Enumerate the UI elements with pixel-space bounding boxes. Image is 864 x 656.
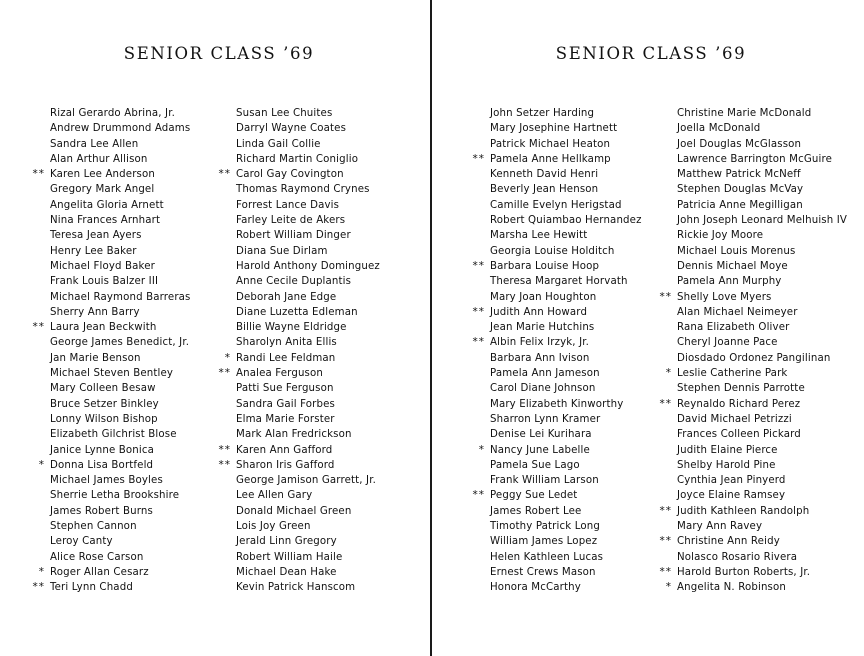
list-item	[490, 106, 642, 121]
list-item	[50, 213, 191, 228]
list-item	[490, 550, 642, 565]
student-name: Carol Diane Johnson	[490, 383, 596, 395]
list-item	[236, 550, 380, 565]
student-name: Frances Colleen Pickard	[677, 429, 801, 441]
list-item	[236, 320, 380, 335]
list-item	[490, 427, 642, 442]
list-item	[236, 305, 380, 320]
student-name: Sandra Lee Allen	[50, 138, 139, 150]
student-name: Mark Alan Fredrickson	[236, 429, 352, 441]
student-name: Donna Lisa Bortfeld	[50, 459, 154, 471]
list-item	[50, 351, 191, 366]
list-item	[218, 443, 380, 458]
honor-mark: **	[218, 168, 231, 181]
student-name: Henry Lee Baker	[50, 245, 137, 257]
list-item	[236, 228, 380, 243]
list-item	[50, 198, 191, 213]
student-name: Mary Joan Houghton	[490, 291, 597, 303]
list-item	[490, 182, 642, 197]
list-item	[677, 519, 847, 534]
honor-mark: **	[32, 581, 45, 594]
honor-mark: *	[665, 367, 672, 380]
list-item	[50, 473, 191, 488]
student-name: Joyce Elaine Ramsey	[677, 490, 786, 502]
student-name: Robert Quiambao Hernandez	[490, 215, 642, 227]
list-item	[490, 565, 642, 580]
student-name: Andrew Drummond Adams	[50, 123, 191, 135]
list-item	[50, 228, 191, 243]
student-name: Rickie Joy Moore	[677, 230, 764, 242]
student-name: Lonny Wilson Bishop	[50, 413, 158, 425]
list-item	[236, 106, 380, 121]
student-name: Karen Lee Anderson	[50, 169, 155, 181]
list-item	[236, 381, 380, 396]
student-name: Georgia Louise Holditch	[490, 245, 615, 257]
list-item	[472, 152, 642, 167]
student-name: Elizabeth Gilchrist Blose	[50, 429, 177, 441]
list-item	[50, 121, 191, 136]
list-item	[677, 244, 847, 259]
student-name: Jan Marie Benson	[50, 352, 141, 364]
student-name: Laura Jean Beckwith	[50, 322, 157, 334]
list-item	[478, 443, 642, 458]
student-name: Sherry Ann Barry	[50, 306, 140, 318]
honor-mark: **	[472, 305, 485, 318]
list-item	[490, 351, 642, 366]
student-name: Judith Kathleen Randolph	[677, 505, 810, 517]
list-item	[490, 580, 642, 595]
name-column	[472, 106, 642, 596]
list-item	[32, 320, 191, 335]
student-name: Leslie Catherine Park	[677, 368, 788, 380]
student-name: Marsha Lee Hewitt	[490, 230, 588, 242]
student-name: Sharron Lynn Kramer	[490, 413, 601, 425]
student-name: Deborah Jane Edge	[236, 291, 337, 303]
honor-mark: *	[478, 443, 485, 456]
list-item	[490, 473, 642, 488]
page-title: SENIOR CLASS ’69	[555, 44, 747, 63]
student-name: Cynthia Jean Pinyerd	[677, 475, 786, 487]
list-item	[677, 443, 847, 458]
student-name: Lois Joy Green	[236, 521, 311, 533]
list-item	[50, 290, 191, 305]
student-name: Peggy Sue Ledet	[490, 490, 578, 502]
list-item	[490, 519, 642, 534]
student-name: Leroy Canty	[50, 536, 113, 548]
student-name: Barbara Louise Hoop	[490, 260, 600, 272]
list-item	[50, 259, 191, 274]
student-name: Matthew Patrick McNeff	[677, 169, 801, 181]
list-item	[677, 320, 847, 335]
list-item	[236, 152, 380, 167]
student-name: Judith Ann Howard	[490, 306, 588, 318]
student-name: Alan Arthur Allison	[50, 153, 148, 165]
name-column	[218, 106, 380, 596]
student-name: John Setzer Harding	[490, 108, 595, 119]
student-name: Mary Elizabeth Kinworthy	[490, 398, 624, 410]
list-item	[490, 228, 642, 243]
honor-mark: *	[38, 565, 45, 578]
student-name: Teri Lynn Chadd	[50, 582, 133, 594]
list-item	[236, 427, 380, 442]
honor-mark: **	[218, 367, 231, 380]
honor-mark: **	[32, 168, 45, 181]
student-name: Carol Gay Covington	[236, 169, 344, 181]
list-item	[665, 580, 847, 595]
list-item	[677, 305, 847, 320]
list-item	[236, 137, 380, 152]
student-name: Denise Lei Kurihara	[490, 429, 592, 441]
honor-mark: **	[659, 397, 672, 410]
student-name: Bruce Setzer Binkley	[50, 398, 159, 410]
student-name: Teresa Jean Ayers	[50, 230, 142, 242]
student-name: Analea Ferguson	[236, 368, 323, 380]
honor-mark: **	[218, 443, 231, 456]
list-item	[236, 504, 380, 519]
list-item	[218, 366, 380, 381]
student-name: Michael Steven Bentley	[50, 368, 174, 380]
student-name: Alan Michael Neimeyer	[677, 306, 798, 318]
student-name: Nina Frances Arnhart	[50, 215, 161, 227]
student-name: Robert William Haile	[236, 551, 343, 563]
student-name: Nolasco Rosario Rivera	[677, 551, 798, 563]
student-name: Kevin Patrick Hanscom	[236, 582, 356, 594]
list-item	[236, 198, 380, 213]
student-name: Angelita Gloria Arnett	[50, 199, 164, 211]
list-item	[50, 443, 191, 458]
student-name: James Robert Lee	[490, 505, 582, 517]
list-item	[236, 488, 380, 503]
list-item	[236, 580, 380, 595]
list-item	[677, 106, 847, 121]
student-name: Shelby Harold Pine	[677, 459, 776, 471]
student-name: Michael James Boyles	[50, 475, 163, 487]
student-name: Donald Michael Green	[236, 505, 352, 517]
student-name: Michael Dean Hake	[236, 566, 337, 578]
student-name: Mary Josephine Hartnett	[490, 123, 618, 135]
student-name: Farley Leite de Akers	[236, 215, 346, 227]
student-name: Stephen Dennis Parrotte	[677, 383, 805, 395]
student-name: Mary Ann Ravey	[677, 521, 763, 533]
list-item	[677, 198, 847, 213]
list-item	[677, 335, 847, 350]
student-name: Linda Gail Collie	[236, 138, 321, 150]
student-name: Barbara Ann Ivison	[490, 352, 590, 364]
list-item	[236, 412, 380, 427]
student-name: Pamela Ann Jameson	[490, 368, 600, 380]
list-item	[490, 167, 642, 182]
student-name: Billie Wayne Eldridge	[236, 322, 347, 334]
list-item	[677, 381, 847, 396]
student-name: Cheryl Joanne Pace	[677, 337, 778, 349]
list-item	[472, 305, 642, 320]
list-item	[659, 397, 847, 412]
list-item	[677, 550, 847, 565]
student-name: Albin Felix Irzyk, Jr.	[490, 337, 590, 349]
student-name: Ernest Crews Mason	[490, 566, 596, 578]
student-name: Rizal Gerardo Abrina, Jr.	[50, 108, 175, 119]
student-name: Susan Lee Chuites	[236, 108, 333, 119]
student-name: Joella McDonald	[677, 123, 761, 135]
list-item	[50, 244, 191, 259]
list-item	[50, 397, 191, 412]
student-name: Kenneth David Henri	[490, 169, 599, 181]
list-item	[50, 534, 191, 549]
honor-mark: **	[659, 565, 672, 578]
student-name: Roger Allan Cesarz	[50, 566, 149, 578]
list-item	[659, 565, 847, 580]
student-name: Pamela Anne Hellkamp	[490, 153, 611, 165]
list-item	[490, 381, 642, 396]
list-item	[236, 121, 380, 136]
student-name: Mary Colleen Besaw	[50, 383, 156, 395]
student-name: Robert William Dinger	[236, 230, 351, 242]
student-name: Diosdado Ordonez Pangilinan	[677, 352, 831, 364]
list-item	[236, 397, 380, 412]
student-name: Elma Marie Forster	[236, 413, 335, 425]
student-name: Camille Evelyn Herigstad	[490, 199, 622, 211]
list-item	[50, 366, 191, 381]
list-item	[236, 259, 380, 274]
list-item	[659, 504, 847, 519]
student-name: James Robert Burns	[50, 505, 153, 517]
student-name: Gregory Mark Angel	[50, 184, 155, 196]
list-item	[236, 213, 380, 228]
name-column	[32, 106, 191, 596]
student-name: Karen Ann Gafford	[236, 444, 333, 456]
list-item	[677, 213, 847, 228]
list-item	[677, 427, 847, 442]
list-item	[490, 412, 642, 427]
student-name: Frank Louis Balzer III	[50, 276, 159, 288]
student-name: David Michael Petrizzi	[677, 413, 792, 425]
page-title: SENIOR CLASS ’69	[123, 44, 315, 63]
honor-mark: **	[32, 321, 45, 334]
student-name: Frank William Larson	[490, 475, 599, 487]
left-page	[0, 0, 428, 656]
list-item	[236, 290, 380, 305]
list-item	[224, 351, 380, 366]
right-page	[434, 0, 864, 656]
student-name: George Jamison Garrett, Jr.	[236, 475, 377, 487]
list-item	[236, 182, 380, 197]
student-name: Angelita N. Robinson	[677, 582, 786, 594]
list-item	[490, 213, 642, 228]
list-item	[236, 565, 380, 580]
list-item	[218, 167, 380, 182]
list-item	[50, 504, 191, 519]
list-item	[490, 244, 642, 259]
list-item	[472, 335, 642, 350]
list-item	[665, 366, 847, 381]
list-item	[50, 152, 191, 167]
honor-mark: **	[659, 290, 672, 303]
list-item	[472, 259, 642, 274]
list-item	[50, 182, 191, 197]
student-name: Joel Douglas McGlasson	[677, 138, 802, 150]
student-name: Sharolyn Anita Ellis	[236, 337, 337, 349]
list-item	[677, 182, 847, 197]
honor-mark: *	[665, 581, 672, 594]
list-item	[50, 106, 191, 121]
student-name: Diane Luzetta Edleman	[236, 306, 358, 318]
student-name: Jerald Linn Gregory	[236, 536, 337, 548]
list-item	[236, 534, 380, 549]
list-item	[490, 290, 642, 305]
student-name: Reynaldo Richard Perez	[677, 398, 801, 410]
list-item	[677, 458, 847, 473]
student-name: Nancy June Labelle	[490, 444, 590, 456]
list-item	[677, 351, 847, 366]
name-column	[659, 106, 848, 596]
student-name: Anne Cecile Duplantis	[236, 276, 352, 288]
student-name: Darryl Wayne Coates	[236, 123, 347, 135]
student-name: Jean Marie Hutchins	[490, 322, 595, 334]
honor-mark: **	[218, 458, 231, 471]
list-item	[677, 259, 847, 274]
student-name: Stephen Cannon	[50, 521, 137, 533]
list-item	[677, 228, 847, 243]
student-name: Sherrie Letha Brookshire	[50, 490, 180, 502]
student-name: Patricia Anne Megilligan	[677, 199, 803, 211]
list-item	[490, 458, 642, 473]
list-item	[677, 412, 847, 427]
student-name: John Joseph Leonard Melhuish IV	[677, 215, 848, 227]
list-item	[677, 488, 847, 503]
page-divider	[430, 0, 432, 656]
list-item	[236, 335, 380, 350]
list-item	[472, 488, 642, 503]
honor-mark: *	[224, 351, 231, 364]
list-item	[677, 121, 847, 136]
list-item	[50, 412, 191, 427]
student-name: Harold Anthony Dominguez	[236, 260, 380, 272]
honor-mark: **	[659, 504, 672, 517]
student-name: Pamela Sue Lago	[490, 459, 580, 471]
list-item	[677, 167, 847, 182]
student-name: Sharon Iris Gafford	[236, 459, 335, 471]
list-item	[50, 550, 191, 565]
student-name: Michael Louis Morenus	[677, 245, 796, 257]
list-item	[218, 458, 380, 473]
student-name: Michael Raymond Barreras	[50, 291, 191, 303]
honor-mark: **	[659, 535, 672, 548]
list-item	[677, 274, 847, 289]
list-item	[677, 137, 847, 152]
honor-mark: **	[472, 489, 485, 502]
list-item	[490, 137, 642, 152]
student-name: Rana Elizabeth Oliver	[677, 322, 790, 334]
student-name: Dennis Michael Moye	[677, 260, 788, 272]
list-item	[677, 152, 847, 167]
student-name: George James Benedict, Jr.	[50, 337, 190, 349]
student-name: Timothy Patrick Long	[490, 521, 600, 533]
student-name: Helen Kathleen Lucas	[490, 551, 604, 563]
list-item	[50, 305, 191, 320]
honor-mark: **	[472, 259, 485, 272]
list-item	[490, 274, 642, 289]
list-item	[659, 290, 847, 305]
list-item	[50, 381, 191, 396]
list-item	[50, 137, 191, 152]
list-item	[490, 397, 642, 412]
student-name: Patti Sue Ferguson	[236, 383, 334, 395]
list-item	[490, 121, 642, 136]
list-item	[490, 366, 642, 381]
student-name: Alice Rose Carson	[50, 551, 144, 563]
honor-mark: **	[472, 152, 485, 165]
list-item	[50, 488, 191, 503]
list-item	[490, 198, 642, 213]
list-item	[38, 458, 191, 473]
list-item	[659, 534, 847, 549]
student-name: William James Lopez	[490, 536, 598, 548]
student-name: Pamela Ann Murphy	[677, 276, 782, 288]
list-item	[490, 320, 642, 335]
student-name: Theresa Margaret Horvath	[490, 276, 628, 288]
student-name: Christine Marie McDonald	[677, 108, 812, 119]
list-item	[38, 565, 191, 580]
list-item	[236, 244, 380, 259]
student-name: Shelly Love Myers	[677, 291, 772, 303]
list-item	[677, 473, 847, 488]
student-name: Lee Allen Gary	[236, 490, 313, 502]
student-name: Diana Sue Dirlam	[236, 245, 328, 257]
student-name: Patrick Michael Heaton	[490, 138, 611, 150]
list-item	[236, 519, 380, 534]
list-item	[32, 167, 191, 182]
list-item	[32, 580, 191, 595]
student-name: Christine Ann Reidy	[677, 536, 780, 548]
student-name: Harold Burton Roberts, Jr.	[677, 566, 811, 578]
student-name: Thomas Raymond Crynes	[236, 184, 370, 196]
student-name: Honora McCarthy	[490, 582, 581, 594]
student-name: Lawrence Barrington McGuire	[677, 153, 833, 165]
list-item	[236, 473, 380, 488]
list-item	[490, 534, 642, 549]
student-name: Richard Martin Coniglio	[236, 153, 359, 165]
student-name: Beverly Jean Henson	[490, 184, 599, 196]
student-name: Judith Elaine Pierce	[677, 444, 778, 456]
student-name: Randi Lee Feldman	[236, 352, 336, 364]
list-item	[50, 274, 191, 289]
list-item	[50, 427, 191, 442]
list-item	[50, 519, 191, 534]
honor-mark: *	[38, 458, 45, 471]
student-name: Sandra Gail Forbes	[236, 398, 335, 410]
student-name: Stephen Douglas McVay	[677, 184, 804, 196]
student-name: Forrest Lance Davis	[236, 199, 340, 211]
student-name: Michael Floyd Baker	[50, 260, 155, 272]
list-item	[50, 335, 191, 350]
student-name: Janice Lynne Bonica	[50, 444, 155, 456]
list-item	[236, 274, 380, 289]
honor-mark: **	[472, 336, 485, 349]
list-item	[490, 504, 642, 519]
